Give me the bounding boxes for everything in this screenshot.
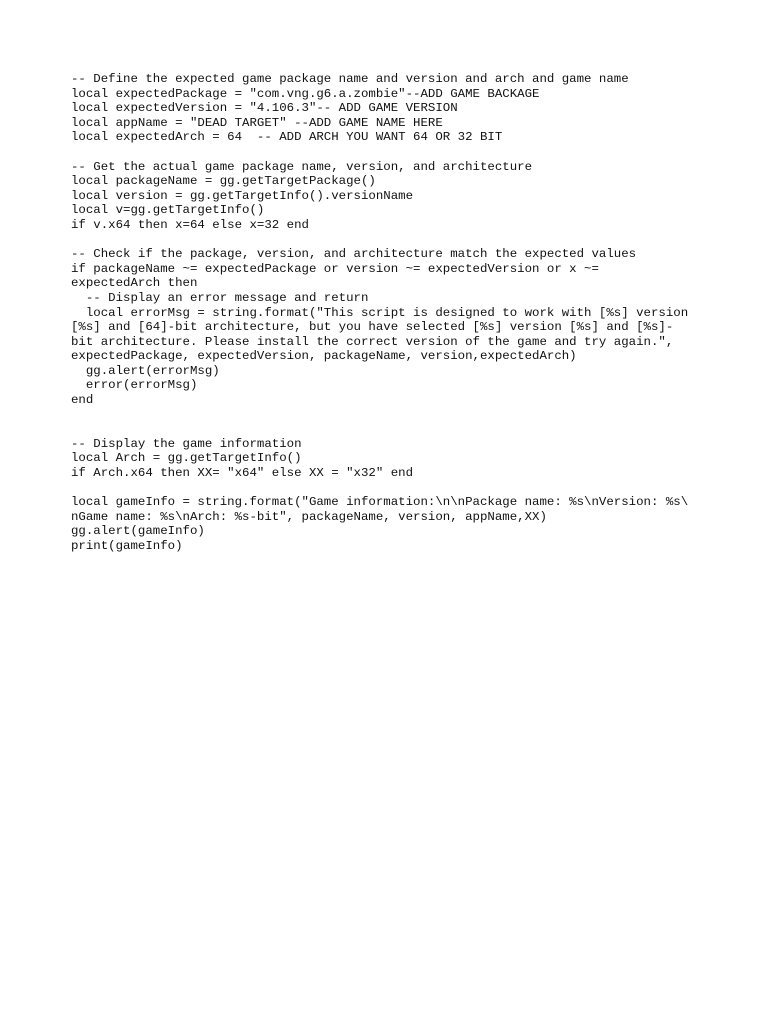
- code-line: local expectedVersion = "4.106.3"-- ADD GAME VERSION: [71, 101, 458, 116]
- code-line: local errorMsg = string.format("This script is designed to work with [%s] version: [71, 305, 689, 320]
- code-line: local expectedArch = 64 -- ADD ARCH YOU WANT 64 OR 32 BIT: [71, 130, 503, 145]
- code-line: -- Get the actual game package name, version, and architecture: [71, 159, 533, 174]
- code-line: if v.x64 then x=64 else x=32 end: [71, 217, 309, 232]
- blank-line: [71, 422, 731, 437]
- code-line: local v=gg.getTargetInfo(): [71, 203, 265, 218]
- code-line: -- Define the expected game package name and version and arch and game name: [71, 72, 629, 86]
- code-line: if packageName ~= expectedPackage or version ~= expectedVersion or x ~=: [71, 261, 599, 276]
- code-line: if Arch.x64 then XX= "x64" else XX = "x32" end: [71, 466, 414, 481]
- code-line: gg.alert(gameInfo): [71, 524, 205, 539]
- code-line: -- Check if the package, version, and architecture match the expected values: [71, 247, 637, 262]
- blank-line: [71, 408, 731, 423]
- blank-line: [71, 481, 731, 496]
- code-line: expectedPackage, expectedVersion, packageName, version,expectedArch): [71, 349, 577, 364]
- code-line: print(gameInfo): [71, 539, 183, 553]
- code-line: local packageName = gg.getTargetPackage(): [71, 174, 376, 189]
- code-listing: [71, 72, 731, 554]
- code-line: local expectedPackage = "com.vng.g6.a.zombie"--ADD GAME BACKAGE: [71, 86, 540, 101]
- code-line: -- Display an error message and return: [71, 290, 369, 305]
- code-line: bit architecture. Please install the correct version of the game and try again.",: [71, 334, 674, 349]
- code-line: gg.alert(errorMsg): [71, 363, 220, 378]
- code-line: local gameInfo = string.format("Game information:\n\nPackage name: %s\nVersion: %s\: [71, 495, 689, 510]
- code-line: error(errorMsg): [71, 378, 198, 393]
- blank-line: [71, 233, 731, 248]
- blank-line: [71, 145, 731, 160]
- code-line: expectedArch then: [71, 276, 198, 291]
- code-line: end: [71, 393, 94, 408]
- code-line: [%s] and [64]-bit architecture, but you have selected [%s] version [%s] and [%s]-: [71, 320, 674, 335]
- code-line: nGame name: %s\nArch: %s-bit", packageName, version, appName,XX): [71, 509, 547, 524]
- code-line: local appName = "DEAD TARGET" --ADD GAME NAME HERE: [71, 115, 443, 130]
- code-line: -- Display the game information: [71, 436, 302, 451]
- code-line: local Arch = gg.getTargetInfo(): [71, 451, 302, 466]
- code-line: local version = gg.getTargetInfo().versionName: [71, 188, 414, 203]
